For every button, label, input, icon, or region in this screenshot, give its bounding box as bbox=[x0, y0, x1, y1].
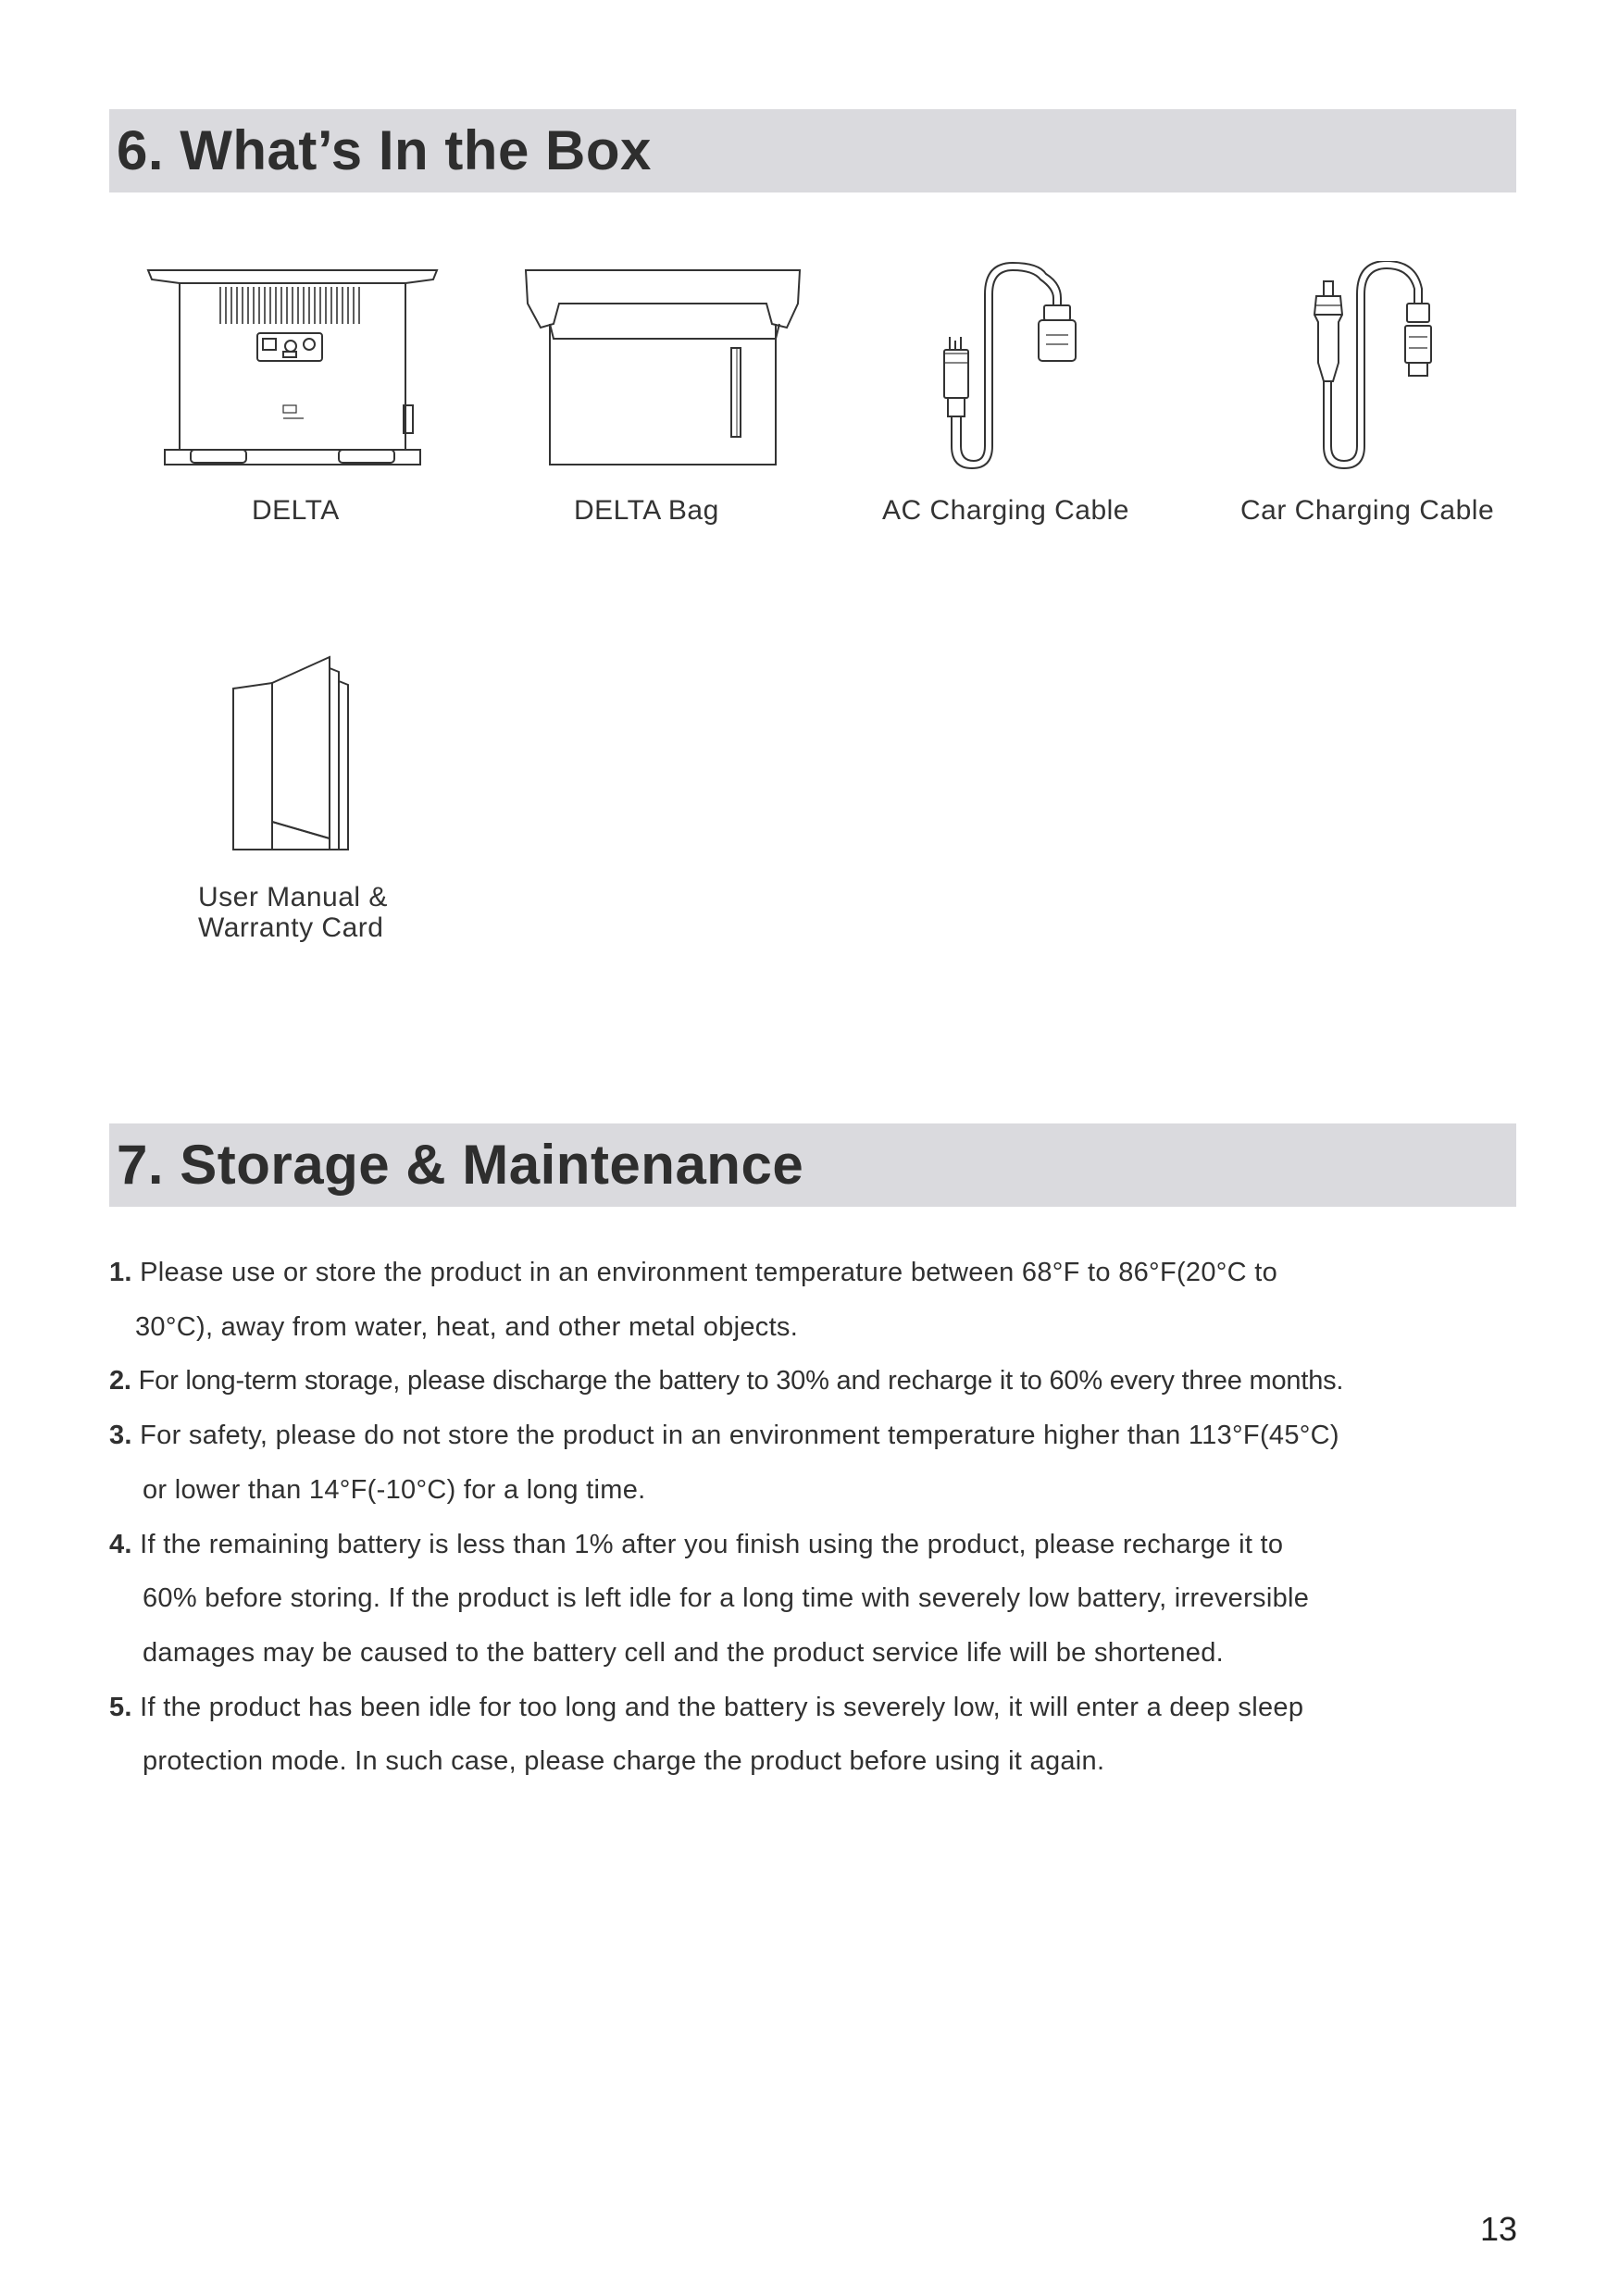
section-title-whats-in-the-box: 6. What’s In the Box bbox=[109, 109, 1516, 192]
item-label-user-manual-line1: User Manual & bbox=[198, 882, 388, 912]
list-number: 1. bbox=[109, 1258, 132, 1287]
item-delta-bag bbox=[522, 267, 803, 472]
item-label-ac-charging-cable: AC Charging Cable bbox=[882, 495, 1129, 526]
list-text: Please use or store the product in an environment temperature between 68°F to 86°F(20°C to bbox=[140, 1258, 1278, 1287]
list-number: 3. bbox=[109, 1421, 132, 1451]
list-number: 5. bbox=[109, 1692, 132, 1722]
list-text: protection mode. In such case, please charge the product before using it again. bbox=[143, 1746, 1105, 1777]
list-item bbox=[109, 1409, 1535, 1517]
list-text: 60% before storing. If the product is left idle for a long time with severely low battery, irreversible bbox=[143, 1583, 1310, 1614]
list-text: or lower than 14°F(-10°C) for a long time. bbox=[143, 1474, 646, 1505]
delta-bag-icon bbox=[522, 267, 803, 472]
list-item bbox=[109, 1354, 1535, 1409]
item-label-delta-bag: DELTA Bag bbox=[574, 495, 719, 526]
page-number: 13 bbox=[1479, 2210, 1517, 2248]
list-text: If the product has been idle for too long and the battery is severely low, it will enter a deep sleep bbox=[140, 1692, 1304, 1722]
list-item bbox=[109, 1246, 1535, 1354]
item-car-charging-cable bbox=[1279, 261, 1501, 474]
list-text: For long-term storage, please discharge the battery to 30% and recharge it to 60% every three months. bbox=[138, 1366, 1344, 1396]
item-user-manual bbox=[228, 655, 367, 855]
list-item bbox=[109, 1518, 1535, 1681]
item-delta bbox=[146, 267, 439, 472]
list-text: If the remaining battery is less than 1% after you finish using the product, please recharge it to bbox=[140, 1529, 1284, 1559]
list-text: 30°C), away from water, heat, and other metal objects. bbox=[135, 1311, 799, 1342]
delta-power-station-icon bbox=[146, 267, 439, 472]
ac-charging-cable-icon bbox=[916, 261, 1139, 474]
car-charging-cable-icon bbox=[1279, 261, 1501, 474]
item-ac-charging-cable bbox=[916, 261, 1139, 474]
item-label-delta: DELTA bbox=[252, 495, 340, 526]
list-number: 2. bbox=[109, 1366, 131, 1396]
list-item bbox=[109, 1681, 1535, 1789]
item-label-car-charging-cable: Car Charging Cable bbox=[1240, 495, 1495, 526]
item-label-user-manual-line2: Warranty Card bbox=[198, 912, 384, 943]
section-title-storage-maintenance: 7. Storage & Maintenance bbox=[109, 1123, 1516, 1207]
user-manual-icon bbox=[228, 655, 367, 855]
item-label-user-manual bbox=[198, 882, 388, 943]
storage-maintenance-list bbox=[109, 1246, 1535, 1789]
list-number: 4. bbox=[109, 1529, 132, 1559]
list-text: For safety, please do not store the product in an environment temperature higher than 113°F(45°C) bbox=[140, 1421, 1339, 1451]
list-text: damages may be caused to the battery cell and the product service life will be shortened. bbox=[143, 1637, 1225, 1668]
